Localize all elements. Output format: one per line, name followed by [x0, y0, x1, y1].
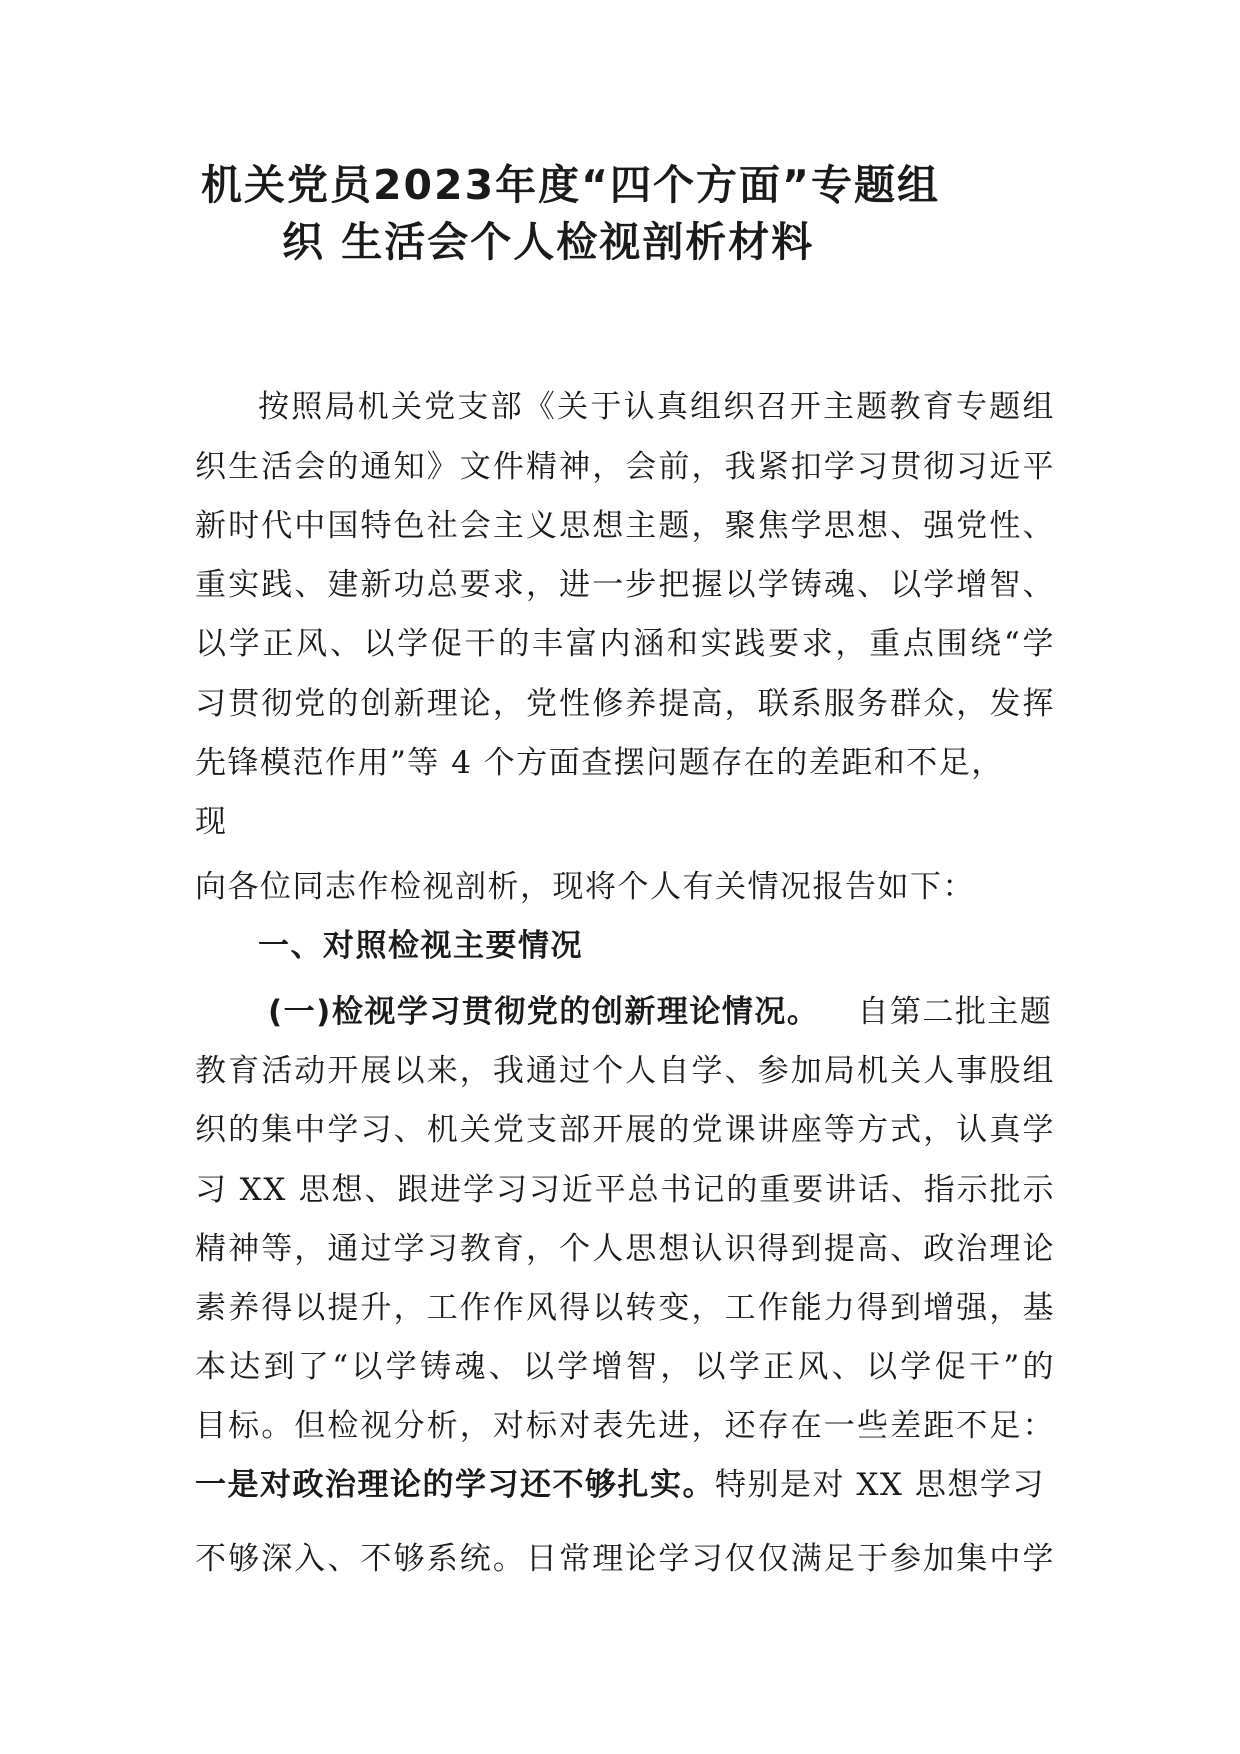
paragraph-line: 素养得以提升，工作作风得以转变，工作能力得到增强，基 [195, 1290, 1055, 1326]
paragraph-line: 向各位同志作检视剖析，现将个人有关情况报告如下： [195, 869, 975, 905]
paragraph-line: 重实践、建新功总要求，进一步把握以学铸魂、以学增智、 [195, 567, 1055, 603]
paragraph-line: 现 [195, 804, 228, 840]
point-text: 特别是对 XX 思想学习 [715, 1467, 1045, 1503]
paragraph-line: 习 XX 思想、跟进学习习近平总书记的重要讲话、指示批示 [195, 1172, 1055, 1208]
subsection-line [268, 994, 1055, 1030]
point-line [195, 1467, 1055, 1503]
paragraph-line: 以学正风、以学促干的丰富内涵和实践要求，重点围绕“学 [195, 626, 1055, 662]
paragraph-line: 精神等，通过学习教育，个人思想认识得到提高、政治理论 [195, 1231, 1055, 1267]
point-heading: 一是对政治理论的学习还不够扎实。 [195, 1467, 715, 1503]
paragraph-line: 织生活会的通知》文件精神，会前，我紧扣学习贯彻习近平 [195, 449, 1055, 485]
paragraph-line: 新时代中国特色社会主义思想主题，聚焦学思想、强党性、 [195, 508, 1055, 544]
subsection-heading: (一)检视学习贯彻党的创新理论情况。 [268, 994, 820, 1030]
document-title-line2: 织 生活会个人检视剖析材料 [282, 218, 815, 266]
paragraph-line: 本达到了“以学铸魂、以学增智，以学正风、以学促干”的 [195, 1349, 1055, 1385]
paragraph-line: 按照局机关党支部《关于认真组织召开主题教育专题组 [258, 389, 1055, 425]
section-heading: 一、对照检视主要情况 [258, 928, 583, 964]
paragraph-line: 不够深入、不够系统。日常理论学习仅仅满足于参加集中学 [195, 1541, 1055, 1577]
paragraph-line: 织的集中学习、机关党支部开展的党课讲座等方式，认真学 [195, 1112, 1055, 1148]
paragraph-line: 目标。但检视分析，对标对表先进，还存在一些差距不足： [195, 1408, 1055, 1444]
subsection-lead: 自第二批主题 [857, 994, 1053, 1030]
document-title-line1: 机关党员2023年度“四个方面”专题组 [201, 161, 941, 209]
paragraph-line: 教育活动开展以来，我通过个人自学、参加局机关人事股组 [195, 1053, 1055, 1089]
paragraph-line: 习贯彻党的创新理论，党性修养提高，联系服务群众，发挥 [195, 686, 1055, 722]
paragraph-line: 先锋模范作用”等 4 个方面查摆问题存在的差距和不足， [195, 745, 1004, 781]
